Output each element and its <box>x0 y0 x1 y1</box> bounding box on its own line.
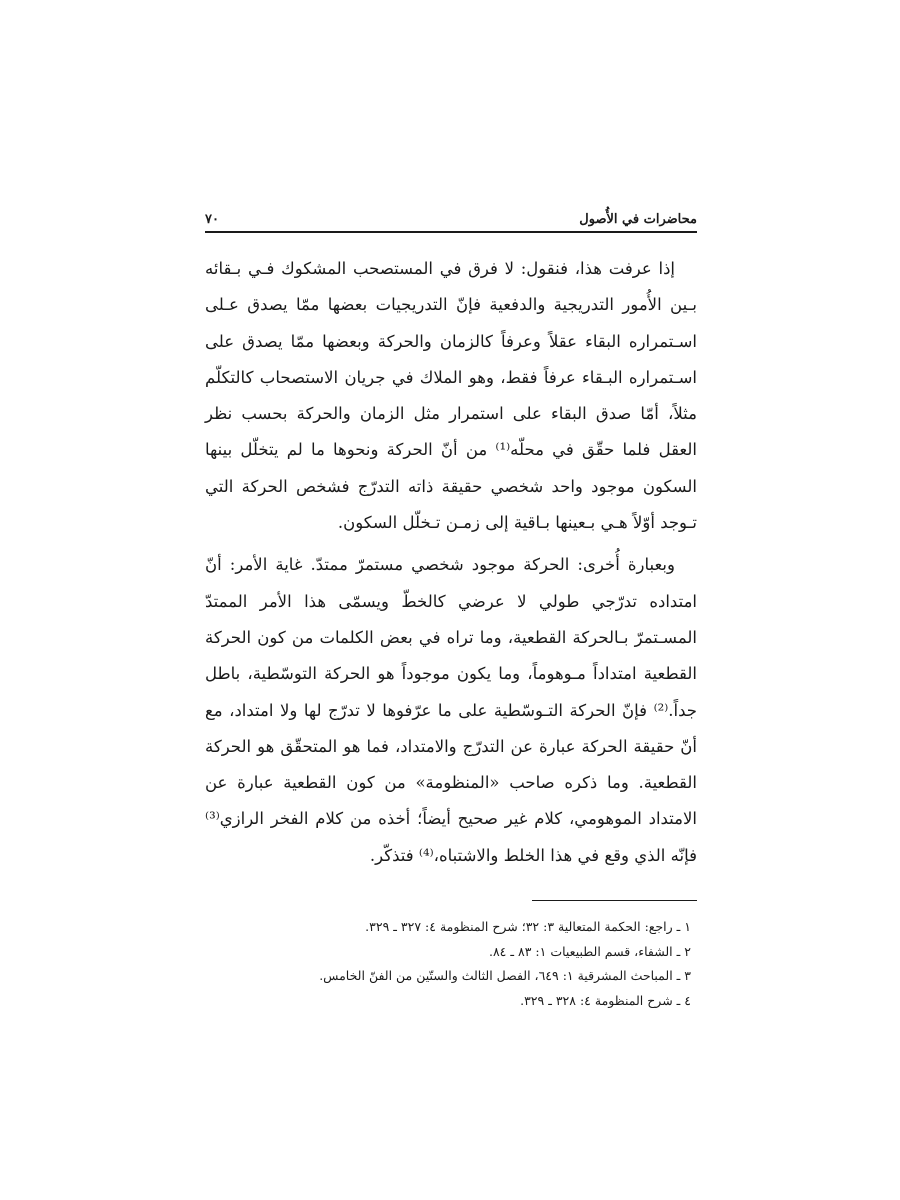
paragraph-2: وبعبارة أُخرى: الحركة موجود شخصي مستمرّ ممتدّ. غاية الأمر: أنّ امتداده تدرّجي طولي لا عرضي كالخطّ ويسمّى هذا الأمر الممتدّ المسـتمرّ بـالحركة القطعية، وما تراه في بعض الكلمات من كون الحركة القطعية امتداداً مـوهوماً، وما يكون موجوداً هو الحركة التوسّطية، باطل جداً.⁽²⁾ فإنّ الحركة التـوسّطية على ما عرّفوها لا تدرّج لها ولا امتداد، مع أنّ حقيقة الحركة عبارة عن التدرّج والامتداد، فما هو المتحقّق هو الحركة القطعية. وما ذكره صاحب «المنظومة» من كون القطعية عبارة عن الامتداد الموهومي، كلام غير صحيح أيضاً؛ أخذه من كلام الفخر الرازي⁽³⁾ فإنّه الذي وقع في هذا الخلط والاشتباه،⁽⁴⁾ فتذكّر. <box>205 555 697 865</box>
page-number: ٧٠ <box>205 212 219 227</box>
paragraph-1: إذا عرفت هذا، فنقول: لا فرق في المستصحب المشكوك فـي بـقائه بـين الأُمور التدريجية والدفعية فإنّ التدريجيات بعضها ممّا يصدق عـلى اسـتمراره البقاء عقلاً وعرفاً كالزمان والحركة وبعضها ممّا يصدق على اسـتمراره البـقاء عرفاً فقط، وهو الملاك في جريان الاستصحاب كالتكلّم مثلاً، أمّا صدق البقاء على استمرار مثل الزمان والحركة بحسب نظر العقل فلما حقّق في محلّه⁽¹⁾ من أنّ الحركة ونحوها ما لم يتخلّل بينها السكون موجود واحد شخصي حقيقة ذاته التدرّج فشخص الحركة التي تـوجد أوّلاً هـي بـعينها بـاقية إلى زمـن تـخلّل السكون. <box>205 259 697 533</box>
running-header <box>205 205 697 233</box>
footnote-1: ١ ـ راجع: الحكمة المتعالية ٣: ٣٢؛ شرح المنظومة ٤: ٣٢٧ ـ ٣٢٩. <box>365 919 691 935</box>
footnote-4: ٤ ـ شرح المنظومة ٤: ٣٢٨ ـ ٣٢٩. <box>520 992 691 1008</box>
footnote-separator <box>532 900 697 901</box>
footnote-2: ٢ ـ الشفاء، قسم الطبيعيات ١: ٨٣ ـ ٨٤. <box>488 943 691 959</box>
running-title: محاضرات في الأُصول <box>579 212 697 227</box>
main-text <box>205 251 697 874</box>
footnote-3: ٣ ـ المباحث المشرقية ١: ٦٤٩، الفصل الثالث والستّين من الفنّ الخامس. <box>319 968 691 984</box>
footnotes <box>205 915 697 1013</box>
book-page <box>205 205 697 1013</box>
